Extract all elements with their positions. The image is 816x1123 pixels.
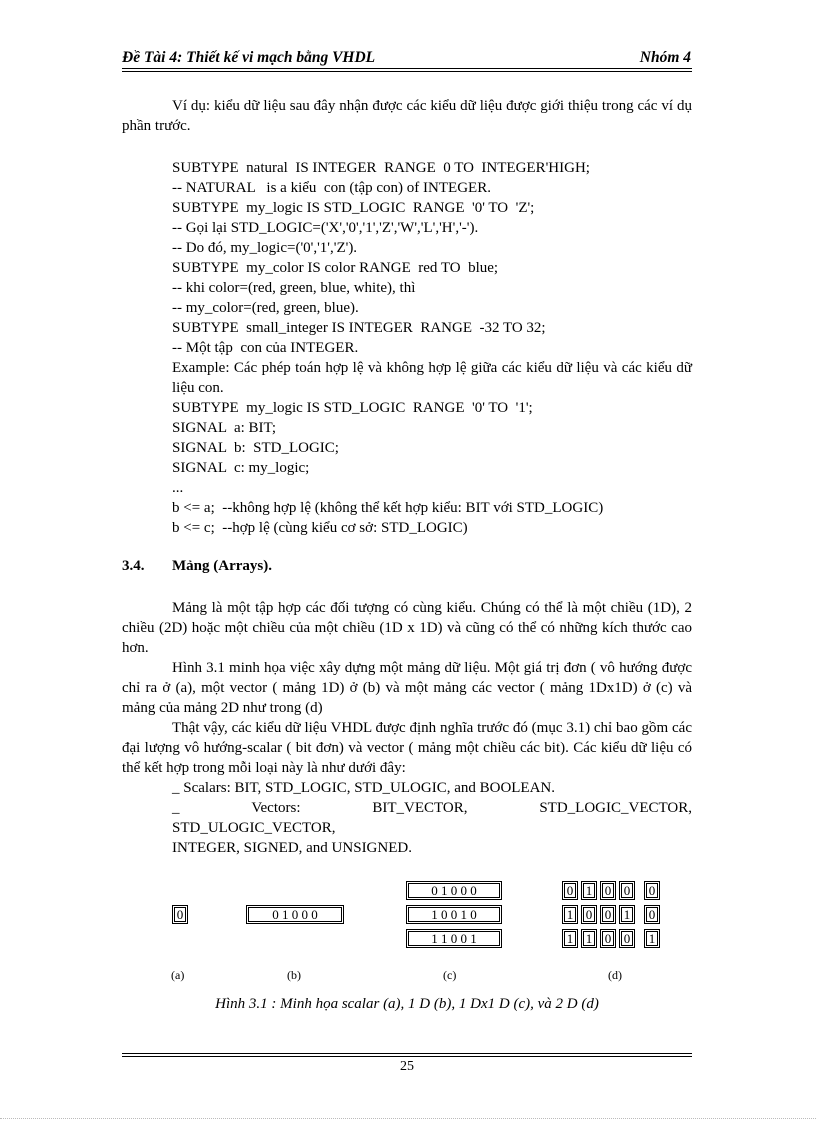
vectors-std-logic-vector: STD_LOGIC_VECTOR, [539,800,692,816]
code-line: -- NATURAL is a kiểu con (tập con) of INTEGER. [172,180,491,196]
code-line: SIGNAL b: STD_LOGIC; [172,440,339,456]
vectors-line-2: STD_ULOGIC_VECTOR, [172,820,336,836]
vectors-line-3: INTEGER, SIGNED, and UNSIGNED. [172,840,412,856]
matrix-cell-d: 1 [562,905,578,924]
code-block-subtypes [172,158,692,358]
figure-label-d: (d) [608,968,622,982]
header-rule-thin [122,71,692,72]
code-line: b <= a; --không hợp lệ (không thể kết hợp kiểu: BIT với STD_LOGIC) [172,500,604,516]
code-line: SUBTYPE small_integer IS INTEGER RANGE -32 TO 32; [172,320,546,336]
matrix-cell-d: 1 [581,881,597,900]
code-line: -- my_color=(red, green, blue). [172,300,359,316]
vector-box-c-row1: 0 1 0 0 0 [406,881,502,900]
matrix-cell-d: 0 [600,929,616,948]
figure-label-a: (a) [171,968,185,982]
vector-box-c-row3: 1 1 0 0 1 [406,929,502,948]
code-line: SUBTYPE my_logic IS STD_LOGIC RANGE '0' TO '1'; [172,400,533,416]
code-line: SIGNAL c: my_logic; [172,460,310,476]
paragraph-arrays-definition: Mảng là một tập hợp các đối tượng có cùng kiểu. Chúng có thể là một chiều (1D), 2 chiều (2D) hoặc một chiều của một chiều (1D x 1D) và cũng có thể có những kích thước cao hơn. [122,600,692,656]
figure-caption: Hình 3.1 : Minh họa scalar (a), 1 D (b), 1 Dx1 D (c), và 2 D (d) [215,996,599,1012]
paragraph-figure-description: Hình 3.1 minh họa việc xây dựng một mảng dữ liệu. Một giá trị đơn ( vô hướng được chỉ ra ở (a), một vector ( mảng 1D) ở (b) và một mảng các vector ( mảng 1Dx1D) ở (c) và mảng của mảng 2D như trong (d) [122,660,692,716]
vectors-bullet: _ [172,800,180,816]
section-heading [122,556,692,576]
footer-rule-thin [122,1053,692,1054]
code-line: SUBTYPE my_logic IS STD_LOGIC RANGE '0' TO 'Z'; [172,200,535,216]
page-number: 25 [400,1059,414,1074]
figure-label-c: (c) [443,968,457,982]
matrix-cell-d: 0 [562,881,578,900]
code-line: ... [172,480,184,496]
code-line: SUBTYPE my_color IS color RANGE red TO blue; [172,260,499,276]
code-line: -- Một tập con của INTEGER. [172,340,359,356]
header-rule [122,68,692,69]
matrix-cell-d: 1 [644,929,660,948]
section-title: Mảng (Arrays). [172,558,272,574]
matrix-cell-d: 1 [619,905,635,924]
code-line: -- Do đó, my_logic=('0','1','Z'). [172,240,358,256]
vector-box-c-row2: 1 0 0 1 0 [406,905,502,924]
vectors-label: Vectors: [251,800,301,816]
main-content [122,96,692,858]
example-text: Example: Các phép toán hợp lệ và không hợp lệ giữa các kiểu dữ liệu và các kiểu dữ liệu con. [172,360,692,396]
figure-label-b: (b) [287,968,301,982]
matrix-cell-d: 0 [600,881,616,900]
paragraph-vhdl-types: Thật vậy, các kiểu dữ liệu VHDL được định nghĩa trước đó (mục 3.1) chỉ bao gồm các đại lượng vô hướng-scalar ( bit đơn) và vector ( mảng một chiều các bit). Các kiểu dữ liệu có thể kết hợp trong mỗi loại này là như dưới đây: [122,720,692,776]
code-block-example [172,398,692,538]
scalars-line: _ Scalars: BIT, STD_LOGIC, STD_ULOGIC, and BOOLEAN. [172,780,556,796]
matrix-cell-d: 0 [619,881,635,900]
vectors-line [172,798,692,818]
code-line: SUBTYPE natural IS INTEGER RANGE 0 TO INTEGER'HIGH; [172,160,590,176]
section-number: 3.4. [122,558,145,574]
code-line: SIGNAL a: BIT; [172,420,277,436]
page-edge [0,1118,816,1119]
matrix-cell-d: 0 [600,905,616,924]
vector-box-b: 0 1 0 0 0 [246,905,344,924]
matrix-cell-d: 0 [619,929,635,948]
header-title: Đề Tài 4: Thiết kế vi mạch bằng VHDL [122,49,376,66]
matrix-cell-d: 1 [562,929,578,948]
matrix-cell-d: 1 [581,929,597,948]
footer-rule [122,1056,692,1057]
matrix-cell-d: 0 [581,905,597,924]
code-line: -- khi color=(red, green, blue, white), thì [172,280,416,296]
scalar-box-a: 0 [172,905,188,924]
header-group: Nhóm 4 [639,49,691,66]
intro-paragraph: Ví dụ: kiểu dữ liệu sau đây nhận được các kiểu dữ liệu được giới thiệu trong các ví dụ phần trước. [122,98,692,134]
vectors-bit-vector: BIT_VECTOR, [372,800,468,816]
matrix-cell-d: 0 [644,881,660,900]
code-line: -- Gọi lại STD_LOGIC=('X','0','1','Z','W','L','H','-'). [172,220,479,236]
matrix-cell-d: 0 [644,905,660,924]
code-line: b <= c; --hợp lệ (cùng kiểu cơ sở: STD_LOGIC) [172,520,468,536]
